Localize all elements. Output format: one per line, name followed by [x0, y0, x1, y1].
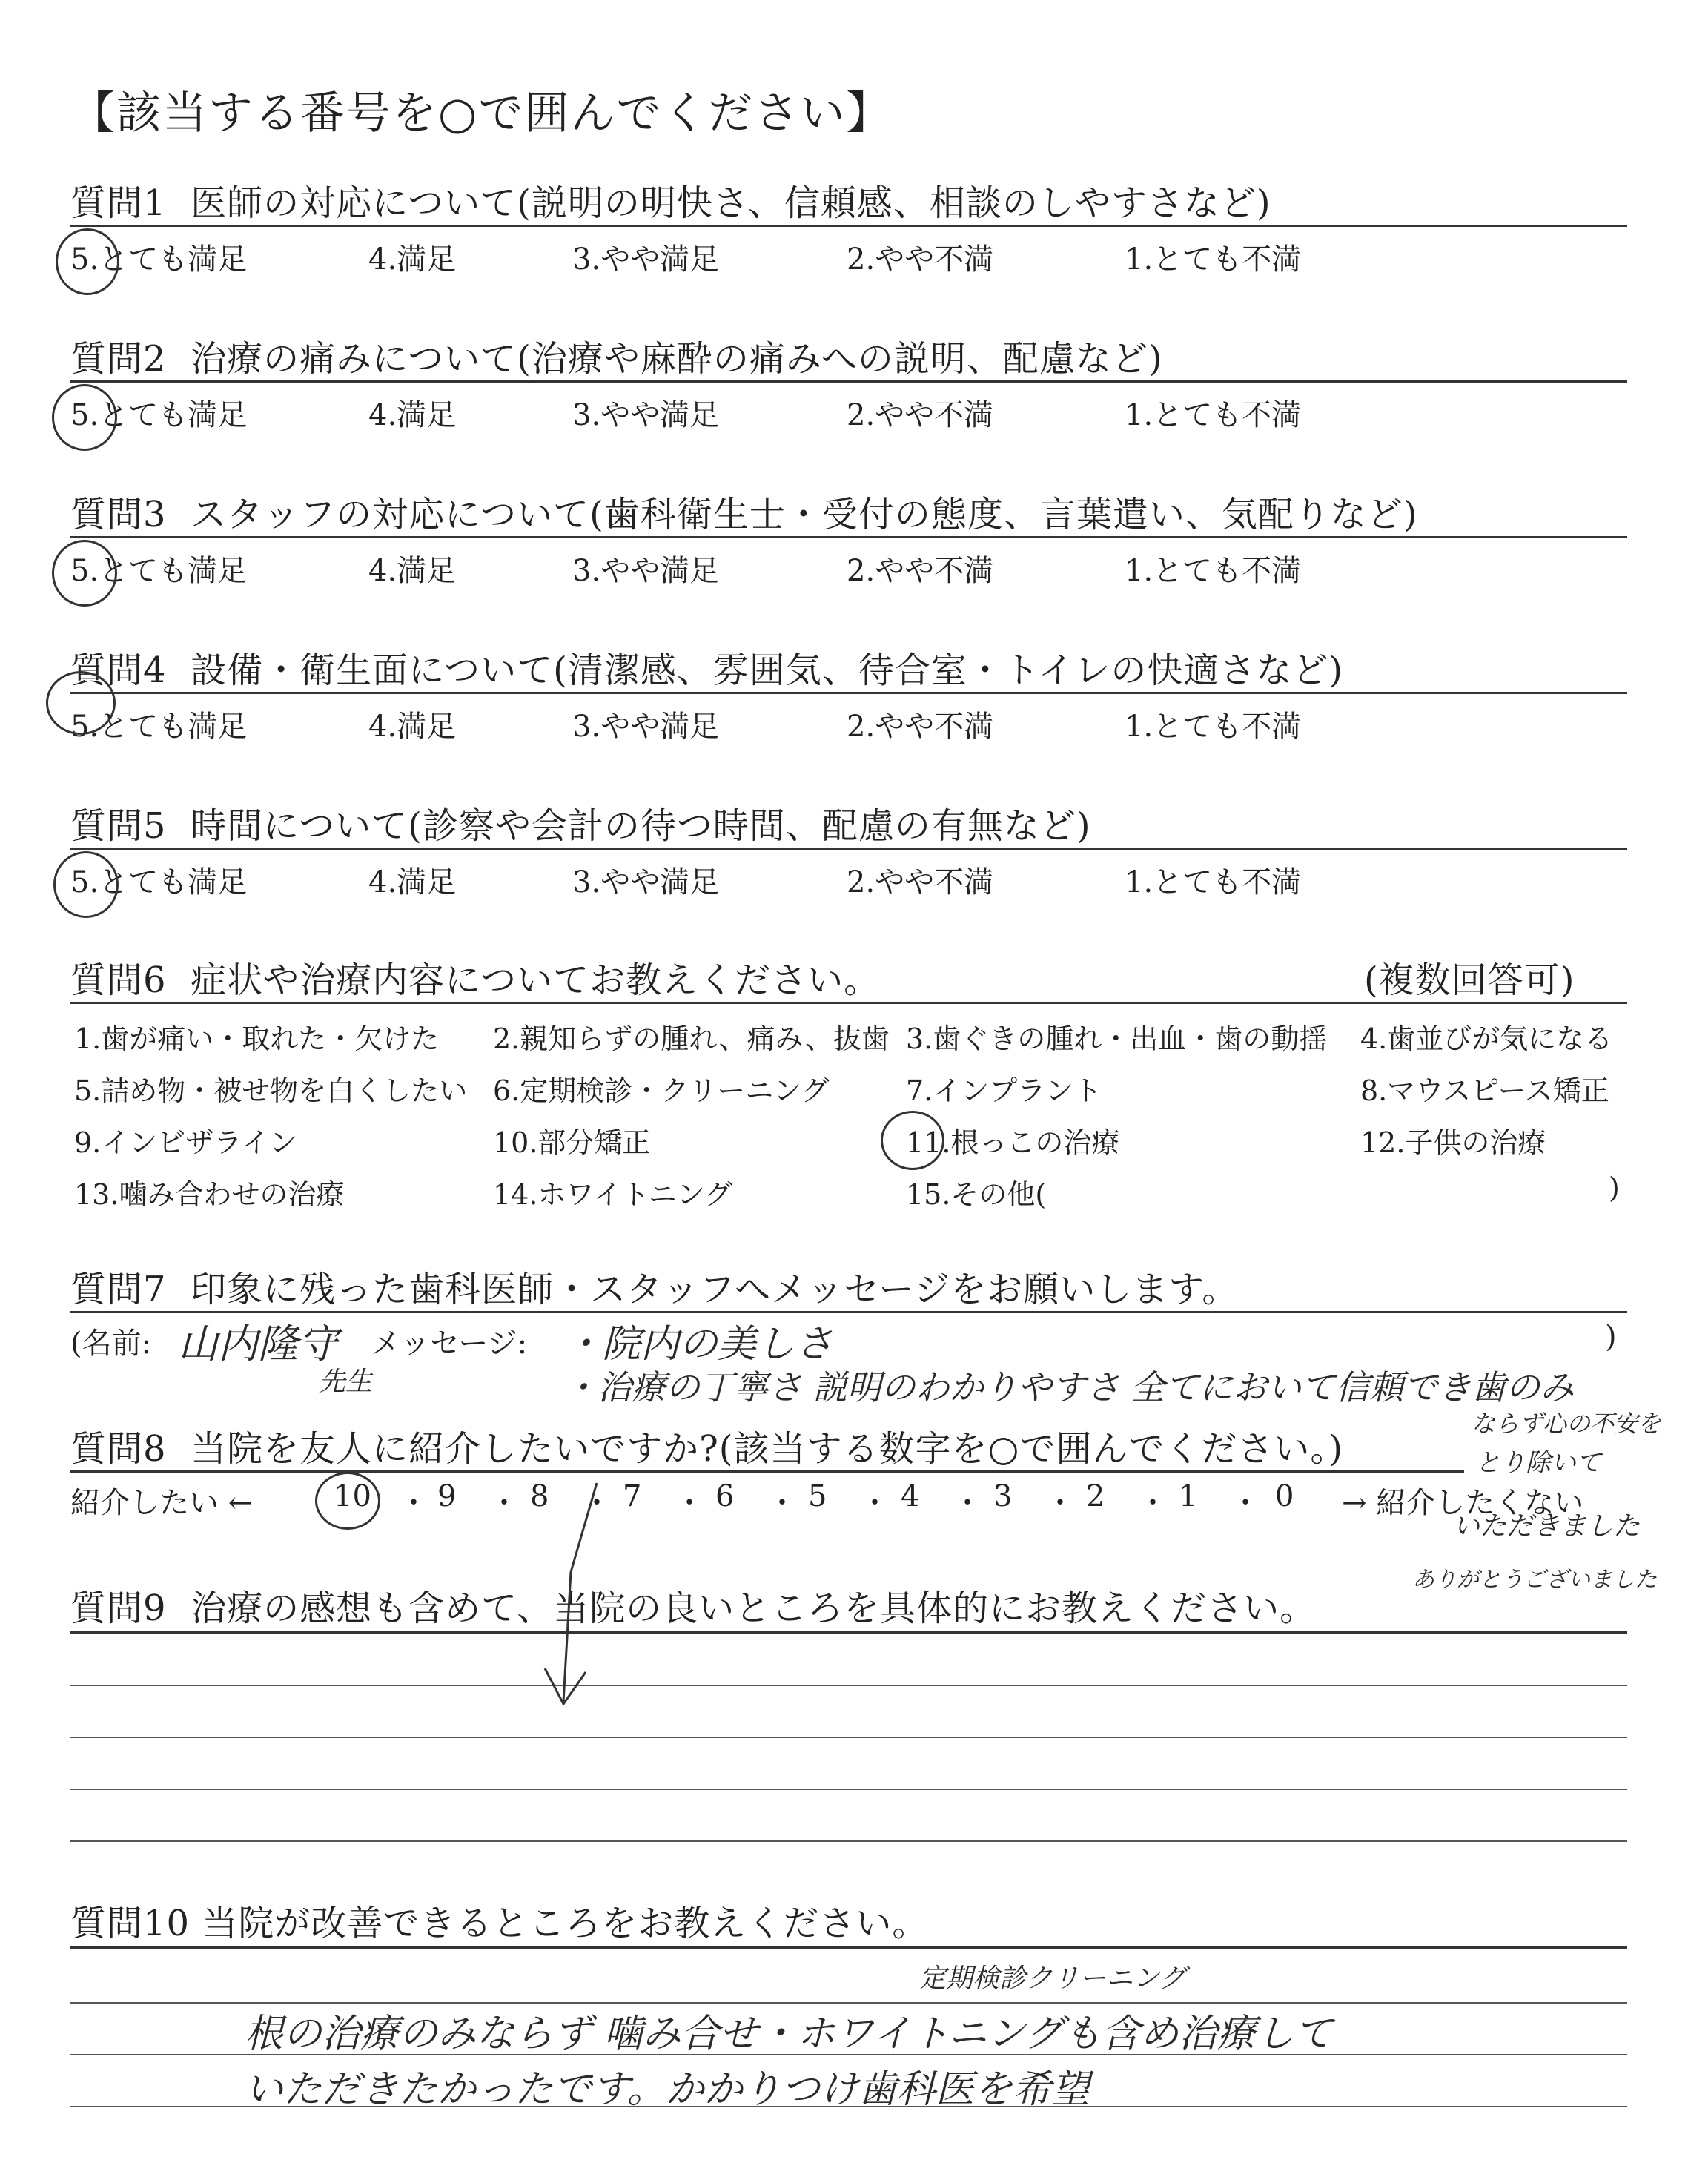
- question-9-heading: 質問9 治療の感想も含めて、当院の良いところを具体的にお教えください。: [70, 1588, 1317, 1629]
- name-label: (名前:: [70, 1327, 152, 1361]
- separator: ・: [582, 1486, 612, 1520]
- option-4[interactable]: 4.満足: [368, 865, 457, 899]
- option-2[interactable]: 2.やや不満: [847, 398, 994, 432]
- option-1[interactable]: 1.とても不満: [1125, 710, 1302, 744]
- recommend-score[interactable]: 0: [1275, 1479, 1294, 1513]
- handwritten-name: 山内隆守: [178, 1321, 338, 1367]
- option-1[interactable]: 1.とても不満: [1125, 865, 1302, 899]
- option-1[interactable]: 1.とても不満: [1125, 242, 1302, 277]
- option-3[interactable]: 3.やや満足: [572, 398, 720, 432]
- handwritten-message-line: とり除いて: [1475, 1448, 1601, 1478]
- question-2-heading: 質問2 治療の痛みについて(治療や麻酔の痛みへの説明、配慮など): [70, 338, 1163, 380]
- recommend-label: 紹介したい ←: [70, 1486, 254, 1520]
- option-5[interactable]: 5.とても満足: [70, 398, 248, 432]
- recommend-score[interactable]: 1: [1179, 1479, 1198, 1513]
- handwritten-message-line: ・院内の美しさ: [563, 1322, 834, 1367]
- option-5[interactable]: 5.とても満足: [70, 554, 248, 588]
- question-3-heading: 質問3 スタッフの対応について(歯科衛生士・受付の態度、言葉遣い、気配りなど): [70, 494, 1418, 535]
- recommend-score[interactable]: 8: [530, 1479, 549, 1513]
- symptom-option[interactable]: 15.その他(: [906, 1178, 1047, 1211]
- symptom-option[interactable]: 7.インプラント: [906, 1074, 1102, 1107]
- recommend-score[interactable]: 10: [334, 1479, 371, 1513]
- symptom-option[interactable]: 11.根っこの治療: [906, 1126, 1120, 1159]
- option-3[interactable]: 3.やや満足: [572, 710, 720, 744]
- question-7-heading: 質問7 印象に残った歯科医師・スタッフへメッセージをお願いします。: [70, 1269, 1239, 1310]
- symptom-option[interactable]: 4.歯並びが気になる: [1360, 1023, 1613, 1055]
- option-5[interactable]: 5.とても満足: [70, 242, 248, 277]
- symptom-option[interactable]: 8.マウスピース矯正: [1360, 1074, 1609, 1107]
- symptom-option[interactable]: 2.親知らずの腫れ、痛み、抜歯: [493, 1023, 890, 1055]
- symptom-option[interactable]: 12.子供の治療: [1360, 1126, 1546, 1159]
- handwritten-insert: 定期検診クリーニング: [919, 1964, 1186, 1994]
- handwritten-message-line: ならず心の不安を: [1472, 1410, 1662, 1438]
- recommend-score[interactable]: 7: [623, 1479, 642, 1513]
- question-1-heading: 質問1 医師の対応について(説明の明快さ、信頼感、相談のしやすさなど): [70, 182, 1271, 224]
- option-4[interactable]: 4.満足: [368, 242, 457, 277]
- separator: ・: [767, 1486, 797, 1520]
- recommend-score[interactable]: 5: [808, 1479, 827, 1513]
- other-close-paren: ): [1609, 1172, 1620, 1204]
- handwritten-message-line: ・治療の丁寧さ 説明のわかりやすさ 全てにおいて信頼でき歯のみ: [563, 1367, 1575, 1407]
- option-4[interactable]: 4.満足: [368, 398, 457, 432]
- question-8-heading: 質問8 当院を友人に紹介したいですか?(該当する数字を○で囲んでください。): [70, 1428, 1344, 1470]
- recommend-score[interactable]: 9: [437, 1479, 457, 1513]
- question-10-heading: 質問10 当院が改善できるところをお教えください。: [70, 1903, 929, 1944]
- recommend-score[interactable]: 4: [901, 1479, 920, 1513]
- symptom-option[interactable]: 9.インビザライン: [74, 1126, 298, 1159]
- separator: ・: [1138, 1486, 1168, 1520]
- symptom-option[interactable]: 10.部分矯正: [493, 1126, 651, 1159]
- question-5-heading: 質問5 時間について(診察や会計の待つ時間、配慮の有無など): [70, 805, 1091, 847]
- question-6-heading: 質問6 症状や治療内容についてお教えください。: [70, 960, 881, 1001]
- multiple-answers-note: (複数回答可): [1364, 960, 1575, 1001]
- option-2[interactable]: 2.やや不満: [847, 242, 994, 277]
- symptom-option[interactable]: 6.定期検診・クリーニング: [493, 1074, 830, 1107]
- recommend-score[interactable]: 2: [1086, 1479, 1105, 1513]
- separator: ・: [675, 1486, 704, 1520]
- symptom-option[interactable]: 5.詰め物・被せ物を白くしたい: [74, 1074, 468, 1107]
- recommend-score[interactable]: 3: [993, 1479, 1013, 1513]
- separator: ・: [1231, 1486, 1260, 1520]
- symptom-option[interactable]: 14.ホワイトニング: [493, 1178, 733, 1211]
- separator: ・: [1045, 1486, 1075, 1520]
- question-4-heading: 質問4 設備・衛生面について(清潔感、雰囲気、待合室・トイレの快適さなど): [70, 650, 1344, 691]
- handwritten-answer-line: 根の治療のみならず 噛み合せ・ホワイトニングも含め治療して: [245, 2012, 1333, 2056]
- handwritten-title: 先生: [319, 1367, 373, 1397]
- option-2[interactable]: 2.やや不満: [847, 710, 994, 744]
- handwritten-message-line: いただきました: [1453, 1511, 1641, 1542]
- option-3[interactable]: 3.やや満足: [572, 242, 720, 277]
- symptom-option[interactable]: 1.歯が痛い・取れた・欠けた: [74, 1023, 440, 1055]
- message-close-paren: ): [1605, 1320, 1617, 1354]
- divider: [70, 1946, 1627, 1949]
- not-recommend-label: → 紹介したくない: [1342, 1486, 1584, 1520]
- separator: ・: [860, 1486, 890, 1520]
- option-4[interactable]: 4.満足: [368, 554, 457, 588]
- option-1[interactable]: 1.とても不満: [1125, 554, 1302, 588]
- option-4[interactable]: 4.満足: [368, 710, 457, 744]
- form-instruction: 【該当する番号を○で囲んでください】: [70, 87, 893, 139]
- option-3[interactable]: 3.やや満足: [572, 554, 720, 588]
- symptom-option[interactable]: 3.歯ぐきの腫れ・出血・歯の動揺: [906, 1023, 1328, 1055]
- handwritten-answer-line: いただきたかったです。かかりつけ歯科医を希望: [245, 2067, 1090, 2112]
- option-5[interactable]: 5.とても満足: [70, 865, 248, 899]
- option-5[interactable]: 5.とても満足: [70, 710, 248, 744]
- handwritten-message-line: ありがとうございました: [1412, 1567, 1657, 1593]
- recommend-score[interactable]: 6: [715, 1479, 735, 1513]
- option-2[interactable]: 2.やや不満: [847, 554, 994, 588]
- separator: ・: [399, 1486, 428, 1520]
- separator: ・: [489, 1486, 519, 1520]
- option-2[interactable]: 2.やや不満: [847, 865, 994, 899]
- symptom-option[interactable]: 13.噛み合わせの治療: [74, 1178, 345, 1211]
- option-3[interactable]: 3.やや満足: [572, 865, 720, 899]
- separator: ・: [953, 1486, 982, 1520]
- arrow-stroke: [563, 1483, 597, 1702]
- message-label: メッセージ:: [371, 1327, 528, 1361]
- option-1[interactable]: 1.とても不満: [1125, 398, 1302, 432]
